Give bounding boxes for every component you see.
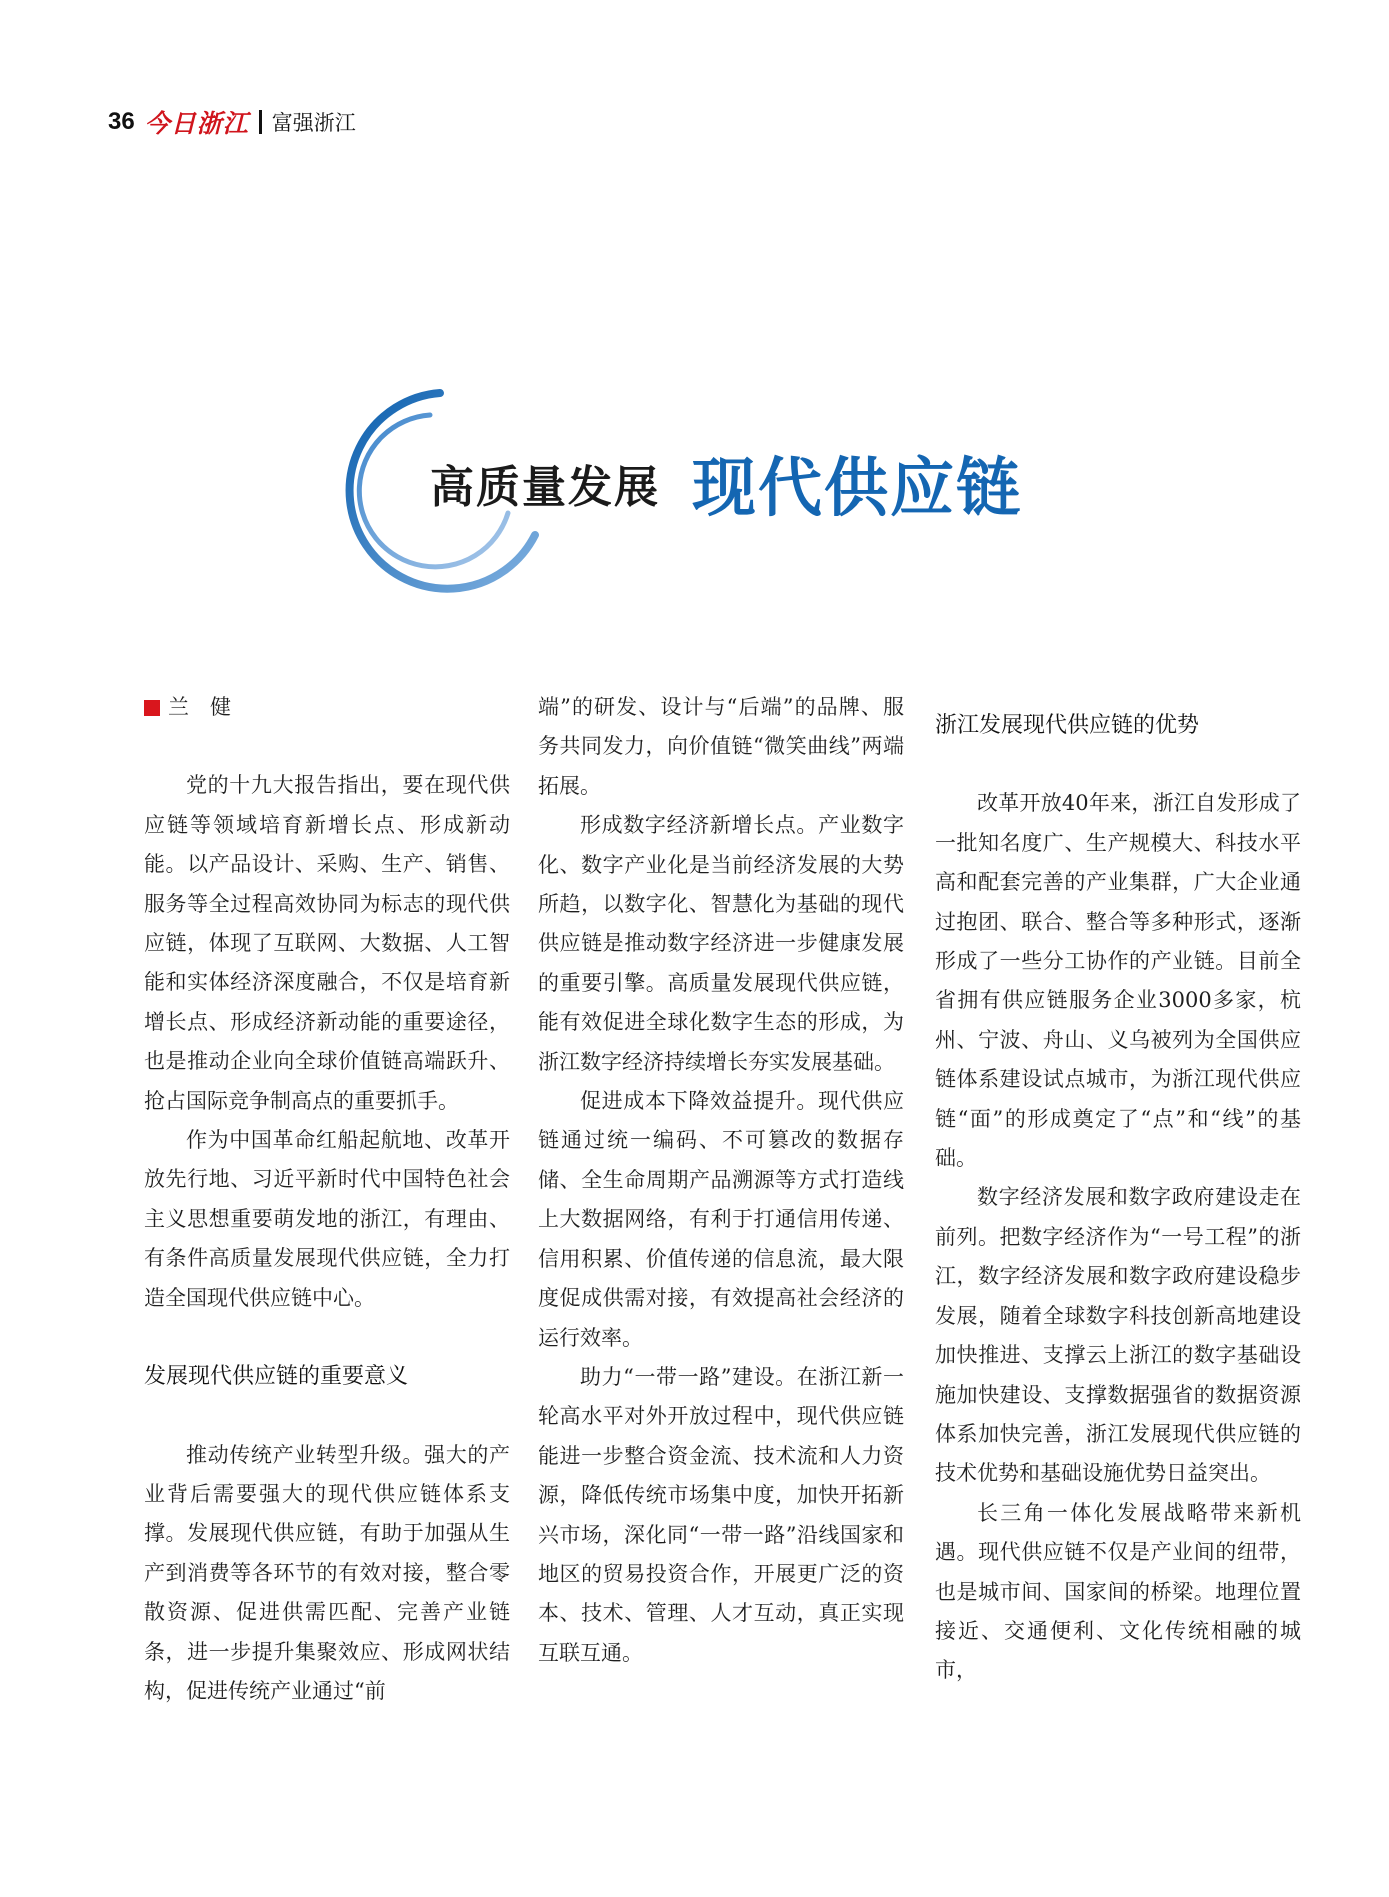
paragraph: 改革开放40年来，浙江自发形成了一批知名度广、生产规模大、科技水平高和配套完善的产业集群，广大企业通过抱团、联合、整合等多种形式，逐渐形成了一些分工协作的产业链。目前全省拥有供应链服务企业3000多家，杭州、宁波、舟山、义乌被列为全国供应链体系建设试点城市，为浙江现代供应链“面”的形成奠定了“点”和“线”的基础。 xyxy=(935,791,1301,1171)
section-heading: 浙江发展现代供应链的优势 xyxy=(935,713,1200,738)
paragraph: 促进成本下降效益提升。现代供应链通过统一编码、不可篡改的数据存储、全生命周期产品溯源等方式打造线上大数据网络，有利于打通信用传递、信用积累、价值传递的信息流，最大限度促成供需对接，有效提高社会经济的运行效率。 xyxy=(538,1089,904,1350)
author-line xyxy=(144,688,510,727)
paragraph: 长三角一体化发展战略带来新机遇。现代供应链不仅是产业间的纽带，也是城市间、国家间的桥梁。地理位置接近、交通便利、文化传统相融的城市， xyxy=(935,1500,1301,1683)
title-main: 高质量发展 xyxy=(430,462,660,513)
paragraph: 推动传统产业转型升级。强大的产业背后需要强大的现代供应链体系支撑。发展现代供应链，有助于加强从生产到消费等各环节的有效对接，整合零散资源、促进供需匹配、完善产业链条，进一步提升集聚效应、形成网状结构，促进传统产业通过“前 xyxy=(144,1442,510,1703)
section-name: 富强浙江 xyxy=(271,111,356,135)
paragraph: 党的十九大报告指出，要在现代供应链等领域培育新增长点、形成新动能。以产品设计、采购、生产、销售、服务等全过程高效协同为标志的现代供应链，体现了互联网、大数据、人工智能和实体经济深度融合，不仅是培育新增长点、形成经济新动能的重要途径，也是推动企业向全球价值链高端跃升、抢占国际竞争制高点的重要抓手。 xyxy=(144,773,510,1113)
header-divider xyxy=(259,110,262,134)
paragraph: 作为中国革命红船起航地、改革开放先行地、习近平新时代中国特色社会主义思想重要萌发地的浙江，有理由、有条件高质量发展现代供应链，全力打造全国现代供应链中心。 xyxy=(144,1128,510,1310)
paragraph: 端”的研发、设计与“后端”的品牌、服务共同发力，向价值链“微笑曲线”两端拓展。 xyxy=(538,695,904,798)
page-number: 36 xyxy=(108,108,135,135)
paragraph: 数字经济发展和数字政府建设走在前列。把数字经济作为“一号工程”的浙江，数字经济发展和数字政府建设稳步发展，随着全球数字科技创新高地建设加快推进、支撑云上浙江的数字基础设施加快建设、支撑数据强省的数据资源体系加快完善，浙江发展现代供应链的技术优势和基础设施优势日益突出。 xyxy=(935,1185,1301,1486)
magazine-logo: 今日浙江 xyxy=(144,109,249,138)
title-accent: 现代供应链 xyxy=(692,452,1022,526)
paragraph: 形成数字经济新增长点。产业数字化、数字产业化是当前经济发展的大势所趋，以数字化、智慧化为基础的现代供应链是推动数字经济进一步健康发展的重要引擎。高质量发展现代供应链，能有效促进全球化数字生态的形成，为浙江数字经济持续增长夯实发展基础。 xyxy=(538,813,904,1074)
column-1 xyxy=(144,688,510,1711)
article-title xyxy=(330,385,1050,595)
column-3 xyxy=(935,688,1301,1691)
section-heading: 发展现代供应链的重要意义 xyxy=(144,1364,409,1390)
page-header xyxy=(108,104,356,140)
paragraph: 助力“一带一路”建设。在浙江新一轮高水平对外开放过程中，现代供应链能进一步整合资金流、技术流和人力资源，降低传统市场集中度，加快开拓新兴市场，深化同“一带一路”沿线国家和地区的贸易投资合作，开展更广泛的资本、技术、管理、人才互动，真正实现互联互通。 xyxy=(538,1364,904,1665)
column-2 xyxy=(538,688,904,1673)
author-marker-icon xyxy=(144,700,160,716)
author-name: 兰 健 xyxy=(168,695,231,719)
